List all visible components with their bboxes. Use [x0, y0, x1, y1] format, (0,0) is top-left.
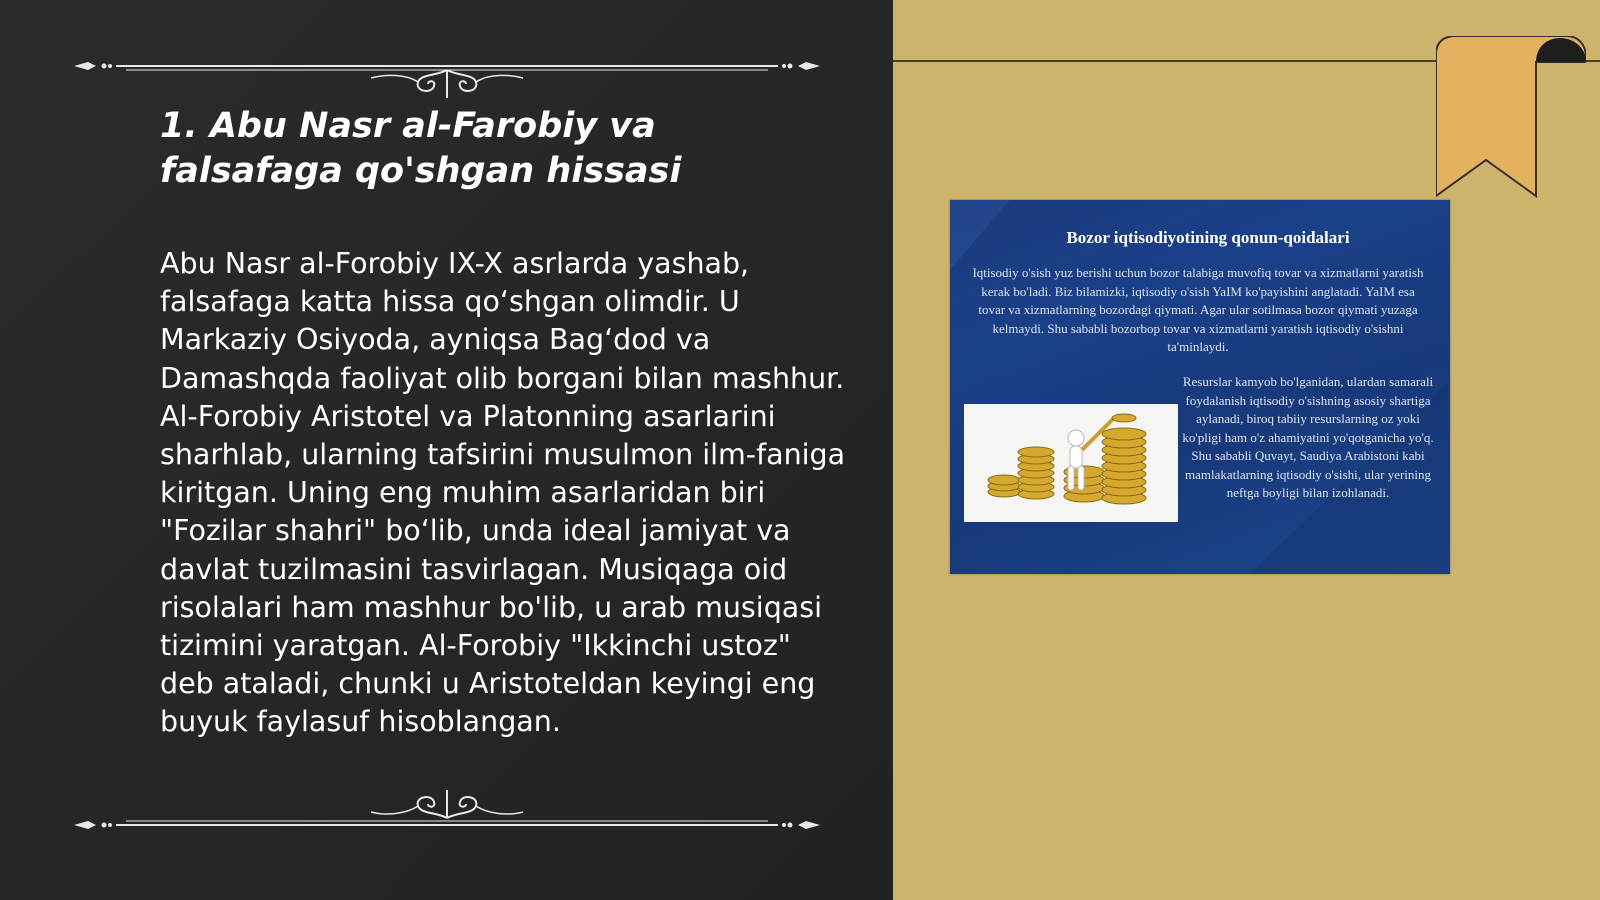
inset-title: Bozor iqtisodiyotining qonun-qoidalari	[1066, 228, 1350, 247]
ribbon-bookmark-icon	[1436, 36, 1586, 198]
inset-paragraph-1: Iqtisodiy o'sish yuz berishi uchun bozor talabiga muvofiq tovar va xizmatlarni yaratish kerak bo'ladi. Biz bilamizki, iqtisodiy o'sish YaIM ko'payishini anglatadi. YaIM esa tovar va xizmatlarning bozordagi qiymati. Agar ular sotilmasa bozor qiymati yuzaga kelmaydi. Shu sababli bozorbop tovar va xizmatlarni yaratish iqtisodiy o'sishni ta'minlaydi.	[972, 265, 1424, 354]
inset-slide-image	[950, 200, 1450, 574]
figure-with-coin-stacks-icon	[964, 404, 1178, 522]
slide-body-text: Abu Nasr al-Forobiy IX-X asrlarda yashab, falsafaga katta hissa qo‘shgan olimdir. U Markaziy Osiyoda, ayniqsa Bag‘dod va Damashqda faoliyat olib borgani bilan mashhur. Al-Forobiy Aristotel va Platonning asarlarini sharhlab, ularning tafsirini musulmon ilm-faniga kiritgan. Uning eng muhim asarlaridan biri "Fozilar shahri" bo‘lib, unda ideal jamiyat va davlat tuzilmasini tasvirlagan. Musiqaga oid risolalari ham mashhur bo'lib, u arab musiqasi tizimini yaratgan. Al-Forobiy "Ikkinchi ustoz" deb ataladi, chunki u Aristoteldan keyingi eng buyuk faylasuf hisoblangan.	[160, 247, 846, 739]
coins-photo	[964, 404, 1178, 522]
top-ornament-icon	[66, 40, 828, 100]
inset-paragraph-2: Resurslar kamyob bo'lganidan, ulardan samarali foydalanish iqtisodiy o'sishning asosiy shartiga aylanadi, biroq tabiiy resurslarning oz yoki ko'pligi ham o'z ahamiyatini yo'qotganicha yo'q. Shu sababli Quvayt, Saudiya Arabistoni kabi mamlakatlarning iqtisodiy o'sishi, ular yerining neftga boyligi bilan izohlanadi.	[1182, 374, 1434, 500]
slide-title: 1. Abu Nasr al-Farobiy va falsafaga qo'shgan hissasi	[160, 106, 682, 191]
bottom-ornament-icon	[66, 772, 828, 832]
